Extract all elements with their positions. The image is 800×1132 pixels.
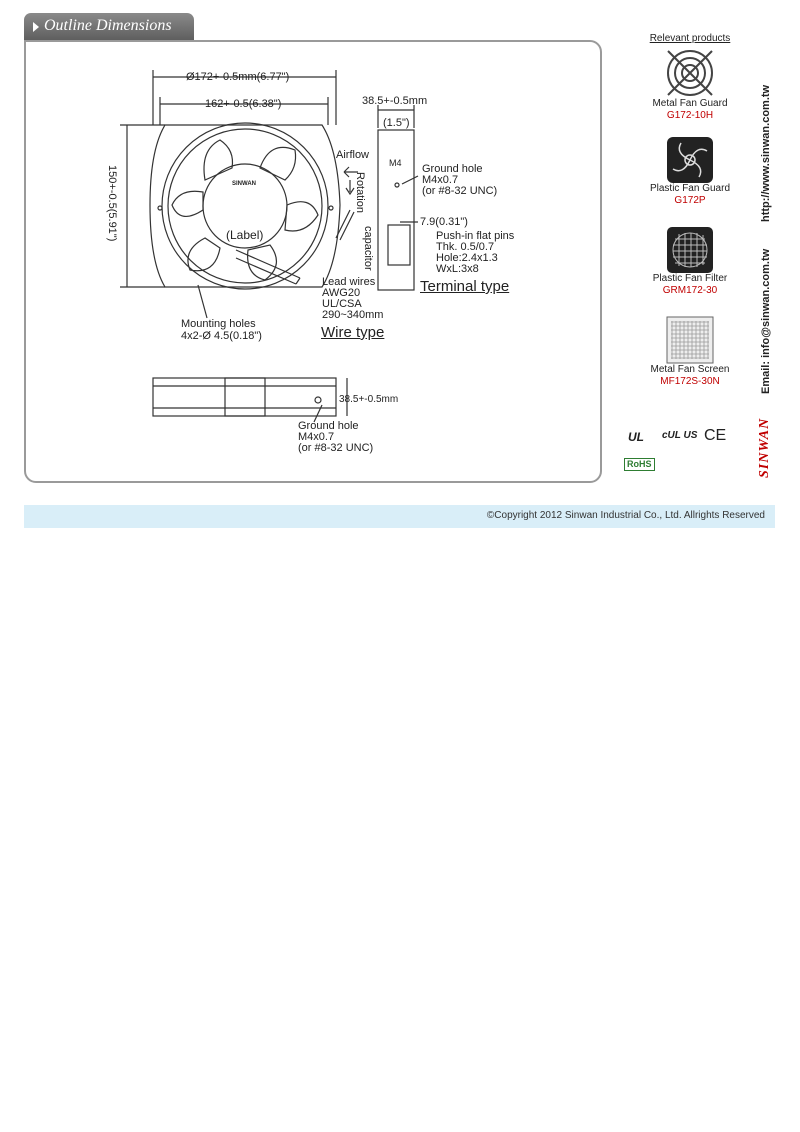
email-link[interactable]: Email: info@sinwan.com.tw [760,248,772,394]
mounting-holes-size: 4x2-Ø 4.5(0.18") [181,330,262,342]
product-code: G172P [674,195,706,206]
product-metal-fan-guard[interactable] [640,48,740,122]
product-name: Plastic Fan Guard [649,183,731,194]
product-name: Metal Fan Screen [650,364,730,375]
airflow-label: Airflow [336,149,370,161]
ul-label: UL/CSA [322,298,362,310]
fan-venturi-outer [162,123,328,289]
fan-blade [188,238,220,271]
dim-depth-top: 38.5+-0.5mm [362,95,428,107]
mounting-leader [198,285,207,318]
dim-height: 150+-0.5(5.91") [106,165,118,242]
pins-title: Push-in flat pins [436,230,515,242]
plastic-fan-filter-icon [667,227,713,273]
fan-blade [260,147,296,180]
website-link[interactable]: http://www.sinwan.com.tw [760,84,772,222]
product-plastic-fan-filter[interactable] [640,227,740,297]
metal-fan-screen-icon [666,316,714,364]
pins-thk: Thk. 0.5/0.7 [436,241,495,253]
fan-bottom-view [153,378,336,416]
fan-blade [248,245,277,280]
fan-blade [172,191,203,216]
terminal-type-label: Terminal type [420,278,510,295]
lead-length-label: 290~340mm [322,309,384,321]
ground-hole-unc: (or #8-32 UNC) [422,185,498,197]
ground-hole-size: M4x0.7 [422,174,459,186]
pin-dim: 7.9(0.31") [420,216,468,228]
section-title: Outline Dimensions [44,17,172,34]
sinwan-logo: SINWAN [757,417,772,478]
pins-wxl: WxL:3x8 [436,263,479,275]
ground-hole2-title: Ground hole [298,420,359,432]
product-code: MF172S-30N [660,376,720,387]
lead-wire-end [296,278,300,284]
product-code: GRM172-30 [662,285,718,296]
dim-depth-inch: (1.5") [383,117,410,129]
awg-label: AWG20 [322,287,361,299]
cul-mark-icon: cUL US [662,430,698,441]
metal-fan-guard-icon [665,48,715,98]
product-metal-fan-screen[interactable] [640,316,740,388]
relevant-products-title: Relevant products [649,33,731,44]
pins-hole: Hole:2.4x1.3 [436,252,498,264]
plastic-fan-guard-icon [667,137,713,183]
footer-bar [24,505,775,528]
dim-diameter: Ø172+-0.5mm(6.77") [186,71,290,83]
ground-screw-bottom [315,397,321,403]
ground-hole2-unc: (or #8-32 UNC) [298,442,374,454]
mounting-hole-right [329,206,333,210]
product-name: Plastic Fan Filter [652,273,728,284]
ul-mark-icon: UL [628,430,644,444]
fan-blade [204,140,233,180]
fan-blade [285,202,318,231]
dim-width: 162+-0.5(6.38") [205,98,282,110]
fan-logo: SINWAN [232,181,256,187]
label-area: (Label) [226,228,264,242]
product-name: Metal Fan Guard [652,98,728,109]
lead-wires-label: Lead wires [322,276,376,288]
wire-type-label: Wire type [321,324,385,341]
ce-mark-icon: CE [704,427,727,444]
capacitor-label: capacitor [362,226,374,271]
terminal-block [388,225,410,265]
copyright-text: ©Copyright 2012 Sinwan Industrial Co., Ltd. Allrights Reserved [486,510,765,521]
ground-screw [395,183,399,187]
rotation-label: Rotation [354,172,366,213]
dim-depth-side: 38.5+-0.5mm [339,394,399,405]
ground-leader [402,176,418,184]
mounting-hole-left [158,206,162,210]
mounting-holes-title: Mounting holes [181,318,256,330]
airflow-arrow-down [346,180,354,194]
product-code: G172-10H [666,110,714,121]
fan-side-view [378,130,414,290]
m4-label: M4 [389,158,402,168]
fan-venturi-inner [168,129,322,283]
product-plastic-fan-guard[interactable] [640,137,740,207]
rohs-badge: RoHS [624,458,655,471]
ground-hole-title: Ground hole [422,163,483,175]
ground-hole2-size: M4x0.7 [298,431,335,443]
